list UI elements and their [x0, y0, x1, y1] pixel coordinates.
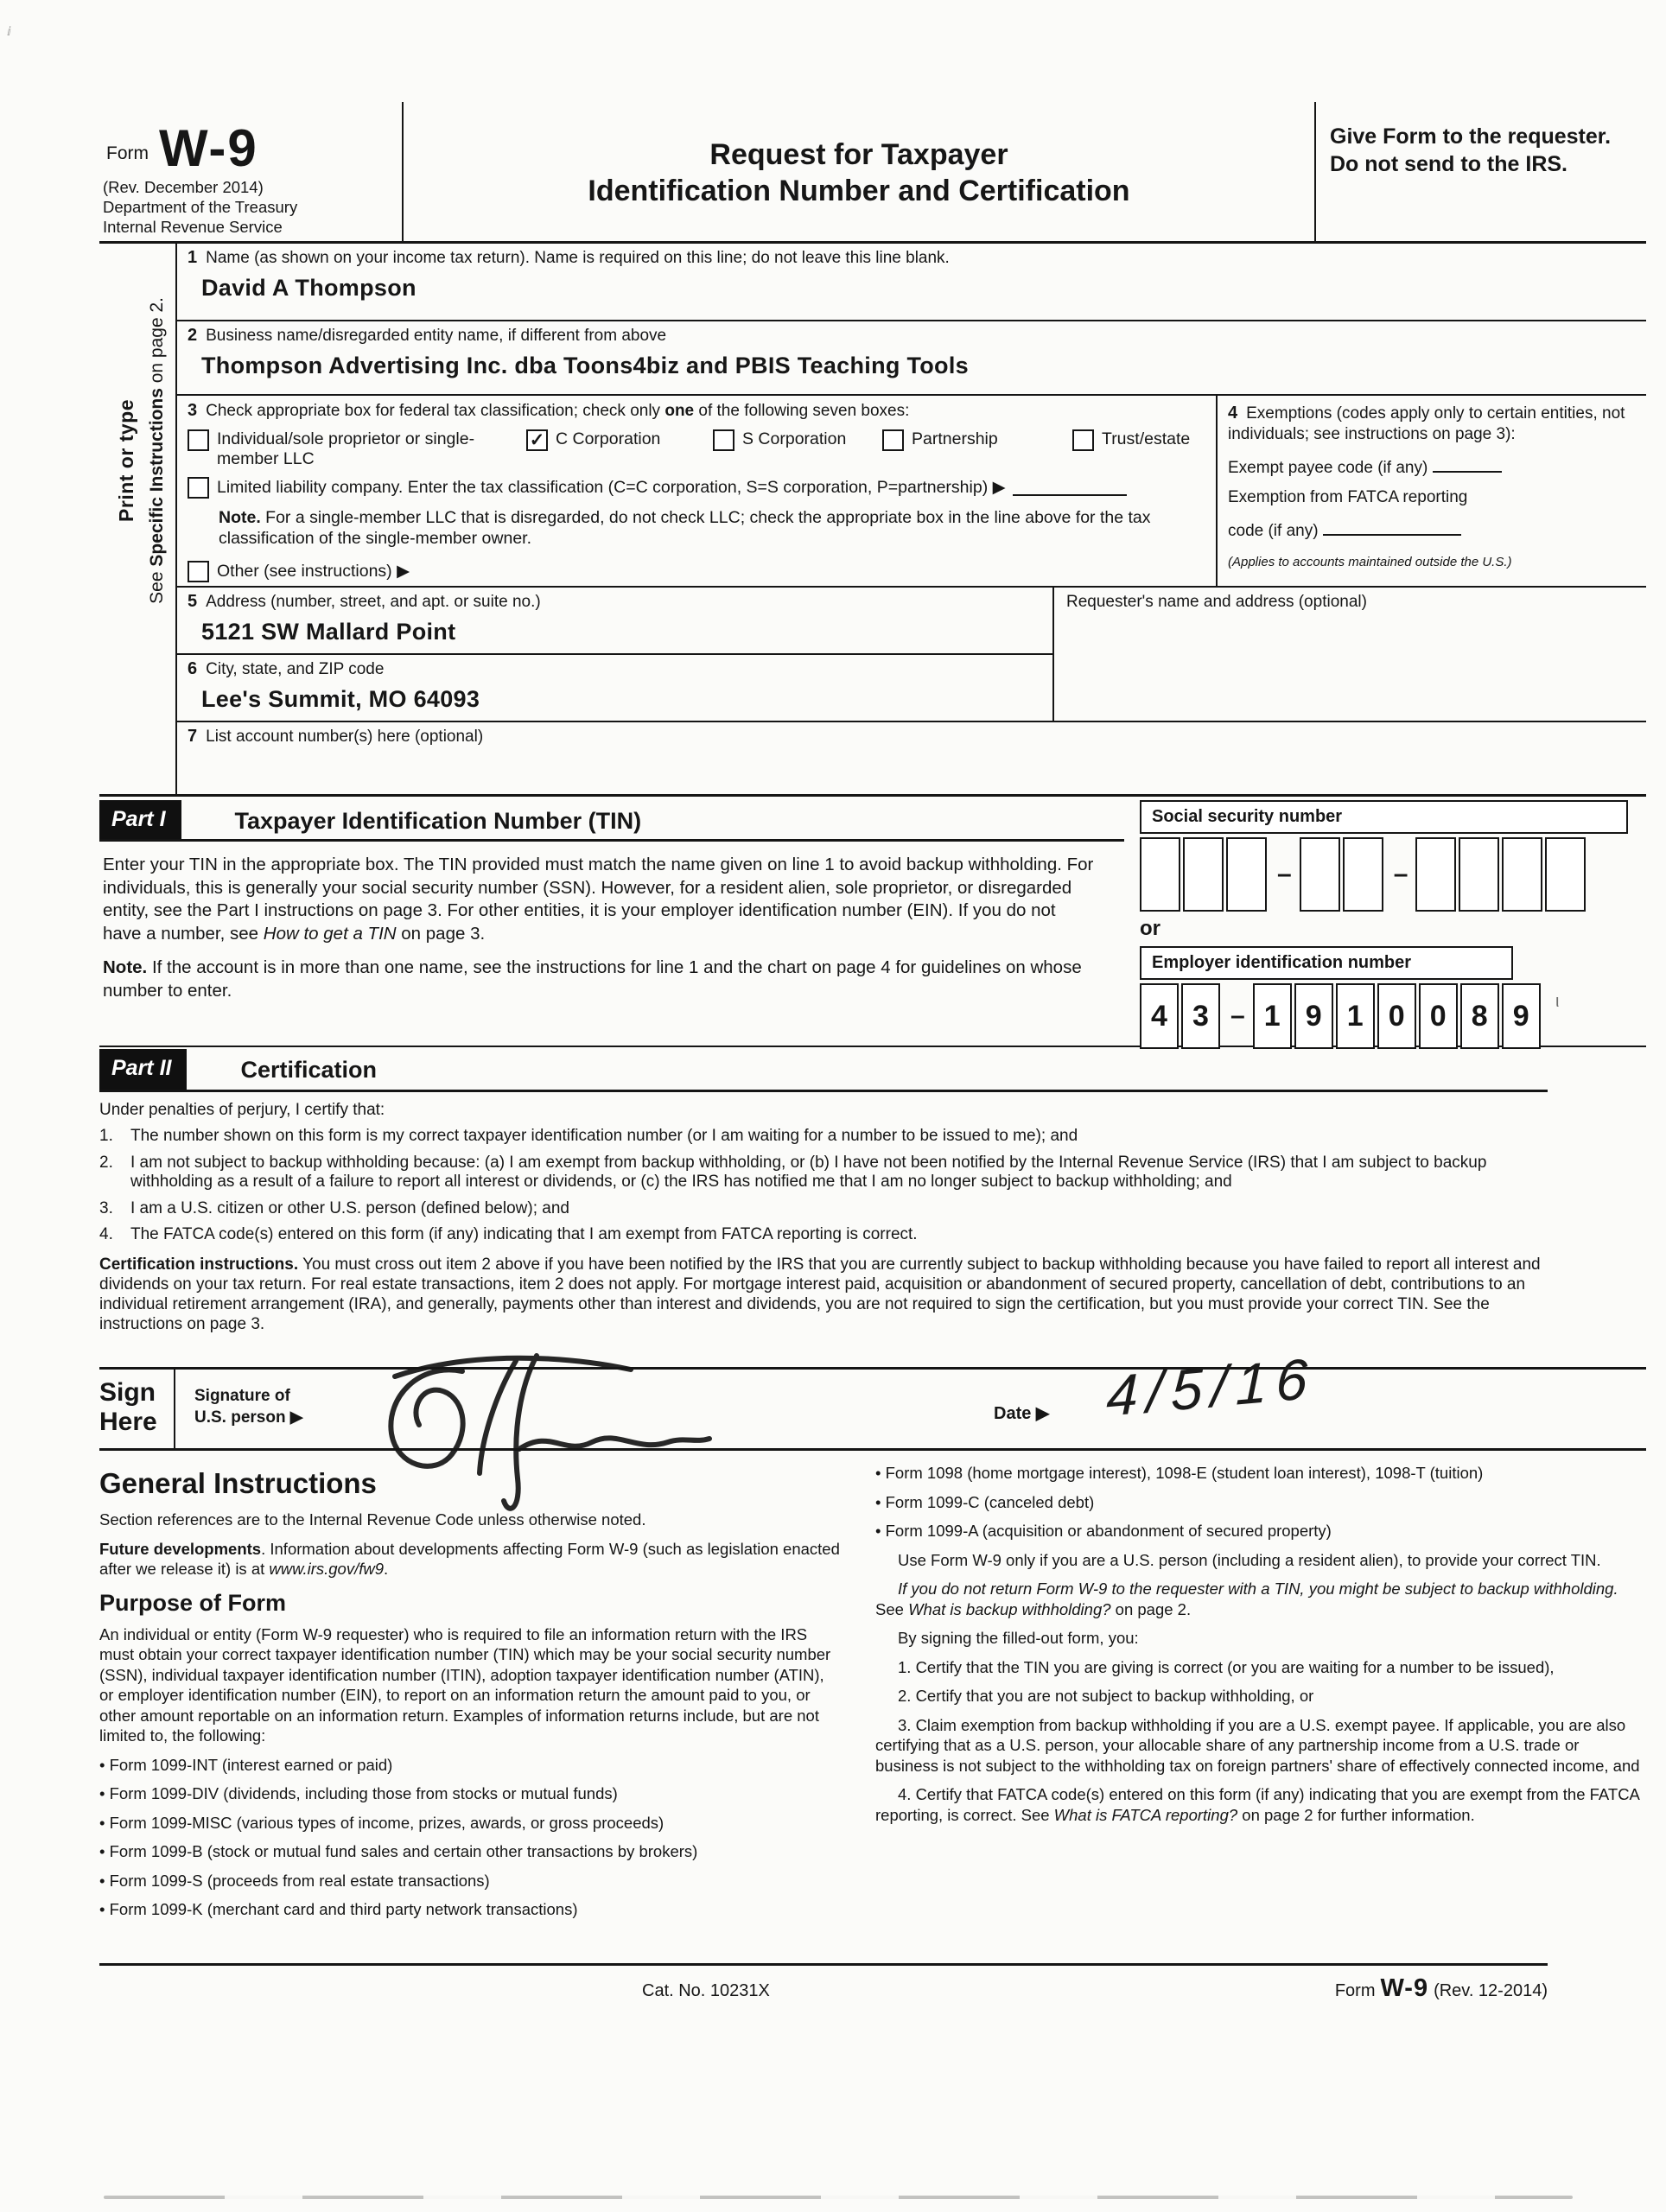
instructions-block: • Form 1099-K (merchant card and third party network transactions) — [99, 1899, 841, 1920]
general-instructions — [99, 1463, 1646, 1929]
footer-form-word: Form — [1334, 1981, 1376, 2000]
certification-intro: Under penalties of perjury, I certify that: — [99, 1101, 385, 1119]
instructions-block: • Form 1099-A (acquisition or abandonment of secured property) — [875, 1521, 1646, 1541]
address-value: 5121 SW Mallard Point — [201, 619, 456, 645]
part2-section — [99, 1049, 1548, 1367]
part1-title: Taxpayer Identification Number (TIN) — [234, 808, 642, 834]
business-name-label: Business name/disregarded entity name, if different from above — [206, 327, 667, 345]
exempt-payee-label: Exempt payee code (if any) — [1228, 459, 1428, 477]
instructions-block: If you do not return Form W-9 to the requester with a TIN, you might be subject to backup withholding. See What is backup withholding? on page 2. — [875, 1580, 1618, 1618]
checkbox-other — [188, 561, 209, 582]
instructions-block: 1. Certify that the TIN you are giving is correct (or you are waiting for a number to be issued), — [898, 1657, 1555, 1676]
form-number: W-9 — [159, 119, 258, 177]
instructions-block: • Form 1099-INT (interest earned or paid) — [99, 1755, 841, 1776]
certification-instructions: Certification instructions. You must cross out item 2 above if you have been notified by the IRS that you are currently subject to backup withholding because you have failed to report all interest and dividends on your tax return. For real estate transactions, item 2 does not apply. For mortgage interest paid, acquisition or abandonment of secured property, cancellation of debt, contributions to an individual retirement arrangement (IRA), and generally, payments other than interest and dividends, you are not required to sign the certification, but you must provide your correct TIN. See the instructions on page 3. — [99, 1255, 1541, 1333]
field-account-numbers: 7 List account number(s) here (optional) — [177, 722, 1646, 795]
certification-items — [99, 1127, 1548, 1245]
certification-item: 1. The number shown on this form is my correct taxpayer identification number (or I am waiting for a number to be issued to me); and — [99, 1127, 1078, 1145]
ssn-label: Social security number — [1140, 800, 1628, 834]
instructions-block: • Form 1099-B (stock or mutual fund sales and certain other transactions by brokers) — [99, 1841, 841, 1862]
footer-form-rev: (Rev. 12-2014) — [1434, 1981, 1548, 2000]
requester-box — [1052, 588, 1646, 722]
part2-chip: Part II — [99, 1049, 187, 1090]
llc-note: Note. For a single-member LLC that is disregarded, do not check LLC; check the appropriate box in the line above for the tax classification of the single-member owner. — [219, 508, 1151, 548]
exemptions-label: Exemptions (codes apply only to certain entities, not individuals; see instructions on page 3): — [1228, 404, 1625, 443]
certification-item: 4. The FATCA code(s) entered on this form (if any) indicating that I am exempt from FATCA reporting is correct. — [99, 1225, 918, 1243]
address-label: Address (number, street, and apt. or suite no.) — [206, 593, 541, 611]
checkbox-s-corporation — [713, 429, 734, 451]
certification-item: 2. I am not subject to backup withholding because: (a) I am exempt from backup withholding, or (b) I have not been notified by the Internal Revenue Service (IRS) that I am subject to backup withholding as a result of a failure to report all interest or dividends, or (c) the IRS has notified me that I am no longer subject to backup withholding; and — [99, 1153, 1487, 1191]
option-trust-estate: Trust/estate — [1072, 429, 1190, 469]
instructions-block: • Form 1099-MISC (various types of income, prizes, awards, or gross proceeds) — [99, 1813, 841, 1834]
llc-classification-blank — [1013, 477, 1127, 496]
catalog-number: Cat. No. 10231X — [642, 1981, 770, 2000]
instructions-block: • Form 1099-S (proceeds from real estate transactions) — [99, 1871, 841, 1891]
footer-form-number: W-9 — [1380, 1974, 1429, 2002]
handwritten-date: 4/5/16 — [1105, 1345, 1317, 1428]
agency-line-1: Department of the Treasury — [103, 198, 298, 216]
ein-cells: 4 3 – 1 9 1 0 0 8 9 — [1140, 983, 1646, 1049]
applies-note: (Applies to accounts maintained outside the U.S.) — [1228, 555, 1512, 569]
instructions-block: • Form 1098 (home mortgage interest), 1098-E (student loan interest), 1098-T (tuition) — [875, 1463, 1646, 1484]
city-label: City, state, and ZIP code — [206, 660, 385, 678]
give-form-note: Give Form to the requester. Do not send to the IRS. — [1314, 102, 1646, 241]
exempt-payee-blank — [1433, 454, 1502, 473]
instructions-block: By signing the filled-out form, you: — [898, 1629, 1139, 1647]
account-numbers-value — [188, 747, 1646, 753]
option-partnership: Partnership — [882, 429, 1072, 469]
sign-here-label: Sign Here — [99, 1370, 175, 1448]
signature-section — [99, 1345, 1646, 1451]
requester-label: Requester's name and address (optional) — [1066, 593, 1367, 611]
option-individual: Individual/sole proprietor or single-member LLC — [188, 429, 526, 469]
account-numbers-label: List account number(s) here (optional) — [206, 728, 484, 746]
fatca-label-2: code (if any) — [1228, 522, 1319, 540]
field-name: 1 Name (as shown on your income tax return). Name is required on this line; do not leave this line blank. David A Thompson — [177, 244, 1646, 321]
checkbox-llc — [188, 477, 209, 499]
part1-chip: Part I — [99, 800, 181, 839]
date-label: Date ▶ — [994, 1404, 1050, 1423]
ssn-dash-1: – — [1277, 860, 1292, 888]
checkbox-trust-estate — [1072, 429, 1094, 451]
ein-label: Employer identification number — [1140, 946, 1513, 980]
option-other: Other (see instructions) ▶ — [188, 561, 1216, 582]
form-title-line-1: Request for Taxpayer — [709, 138, 1008, 171]
field-business-name: 2 Business name/disregarded entity name, if different from above Thompson Advertising Inc. dba Toons4biz and PBIS Teaching Tools — [177, 321, 1646, 396]
name-label: Name (as shown on your income tax return). Name is required on this line; do not leave this line blank. — [206, 249, 950, 267]
city-value: Lee's Summit, MO 64093 — [201, 686, 480, 712]
checkbox-c-corporation — [526, 429, 548, 451]
certification-item: 3. I am a U.S. citizen or other U.S. person (defined below); and — [99, 1198, 569, 1217]
or-label: or — [1140, 917, 1160, 940]
form-revision: (Rev. December 2014) — [103, 178, 264, 196]
name-value: David A Thompson — [201, 275, 416, 301]
fatca-code-blank — [1323, 517, 1461, 536]
tin-column — [1124, 797, 1646, 1049]
instructions-block: 2. Certify that you are not subject to backup withholding, or — [898, 1687, 1314, 1705]
page-footer — [99, 1963, 1548, 2003]
checkbox-partnership — [882, 429, 904, 451]
check-icon: ✓ — [529, 430, 545, 450]
instructions-block: Purpose of Form — [99, 1589, 287, 1616]
business-name-value: Thompson Advertising Inc. dba Toons4biz and PBIS Teaching Tools — [201, 353, 969, 378]
agency-line-2: Internal Revenue Service — [103, 218, 283, 236]
instructions-block: • Form 1099-C (canceled debt) — [875, 1492, 1646, 1513]
part2-title: Certification — [240, 1057, 378, 1083]
instructions-block: An individual or entity (Form W-9 requester) who is required to file an information return with the IRS must obtain your correct taxpayer identification number (TIN) which may be your social security number (SSN), individual taxpayer identification number (ITIN), adoption taxpayer identification number (ATIN), or employer identification number (EIN), to report on an information return the amount paid to you, or other amount reportable on an information return. Examples of information returns include, but are not limited to, the following: — [99, 1624, 831, 1745]
instructions-left-column — [99, 1463, 841, 1929]
checkbox-individual — [188, 429, 209, 451]
ein-dash: – — [1230, 1001, 1245, 1030]
field-address: 5 Address (number, street, and apt. or suite no.) 5121 SW Mallard Point — [177, 588, 1052, 655]
print-or-type-label: Print or type — [115, 399, 137, 522]
form-word: Form — [106, 143, 149, 163]
form-title-line-2: Identification Number and Certification — [588, 175, 1130, 207]
ssn-cells — [1140, 837, 1646, 912]
fatca-label-1: Exemption from FATCA reporting — [1228, 488, 1468, 506]
field-tax-classification: 3 Check appropriate box for federal tax classification; check only one of the following seven boxes: Individual/sole proprietor or single-member LLC ✓ C Corporation S Corporation Partnership Trust/estate Limited liability company. Enter the tax classification (C=C corporation, S=S corporation, P=partnership) ▶ Note. For a single-member LLC that is disregarded, do not check LLC; check the appropriate box in the line above for the tax classification of the single-member owner. Other (see instructions) ▶ 4 Exemptions (codes apply only to certain entities, not individuals; see instructions on page 3): Exempt payee code (if any) Exemption from FATCA reporting code (if any) (Applies to accounts maintained outside the U.S.) — [177, 396, 1646, 588]
instructions-block: 4. Certify that FATCA code(s) entered on this form (if any) indicating that you are exempt from the FATCA reporting, is correct. See What is FATCA reporting? on page 2 for further information. — [875, 1785, 1639, 1824]
instructions-block: • Form 1099-DIV (dividends, including those from stocks or mutual funds) — [99, 1783, 841, 1804]
w9-form-page — [99, 102, 1646, 2002]
form-header — [99, 102, 1646, 244]
ssn-dash-2: – — [1393, 860, 1408, 888]
part1-section — [99, 797, 1646, 1047]
scan-smudge — [104, 2196, 1573, 2199]
field-exemptions: 4 Exemptions (codes apply only to certain entities, not individuals; see instructions on page 3): Exempt payee code (if any) Exemption from FATCA reporting code (if any) (Applies to accounts maintained outside the U.S.) — [1216, 396, 1646, 586]
field-rows — [99, 244, 1646, 797]
instructions-block: 3. Claim exemption from backup withholding if you are a U.S. exempt payee. If applicable, you are also certifying that as a U.S. person, your allocable share of any partnership income from a U.S. trade or business is not subject to the withholding tax on foreign partners' share of effectively connected income, and — [875, 1715, 1640, 1775]
instructions-block: General Instructions — [99, 1467, 377, 1499]
sidebar-instructions — [99, 244, 175, 794]
option-c-corporation: ✓ C Corporation — [526, 429, 713, 469]
field-city-state-zip: 6 City, state, and ZIP code Lee's Summit, MO 64093 — [177, 655, 1052, 722]
scan-artifact: ⅈ — [7, 24, 11, 38]
part1-body: Enter your TIN in the appropriate box. The TIN provided must match the name given on line 1 to avoid backup withholding. For individuals, this is generally your social security number (SSN). However, for a resident alien, sole proprietor, or disregarded entity, see the Part I instructions on page 3. For other entities, it is your employer identification number (EIN). If you do not have a number, see How to get a TIN on page 3. Note. If the account is in more than one name, see the instructions for line 1 and the chart on page 4 for guidelines on whose number to enter. — [99, 842, 1124, 1002]
form-id-block — [99, 102, 404, 241]
form-title — [404, 102, 1314, 241]
instructions-block: Future developments. Information about developments affecting Form W-9 (such as legislation enacted after we release it) is at www.irs.gov/fw9. — [99, 1539, 840, 1578]
scan-artifact: ι — [1555, 992, 1560, 1011]
instructions-right-column — [875, 1463, 1646, 1929]
instructions-block: Use Form W-9 only if you are a U.S. person (including a resident alien), to provide your correct TIN. — [898, 1550, 1601, 1569]
instructions-block: Section references are to the Internal Revenue Code unless otherwise noted. — [99, 1510, 646, 1529]
option-llc: Limited liability company. Enter the tax classification (C=C corporation, S=S corporation, P=partnership) ▶ — [188, 477, 1216, 499]
see-instructions-label: See Specific Instructions on page 2. — [147, 297, 167, 604]
option-s-corporation: S Corporation — [713, 429, 882, 469]
part1-note: Note. If the account is in more than one name, see the instructions for line 1 and the chart on page 4 for guidelines on whose number to enter. — [103, 957, 1082, 1001]
signature-of-label: Signature of U.S. person ▶ — [194, 1387, 303, 1427]
